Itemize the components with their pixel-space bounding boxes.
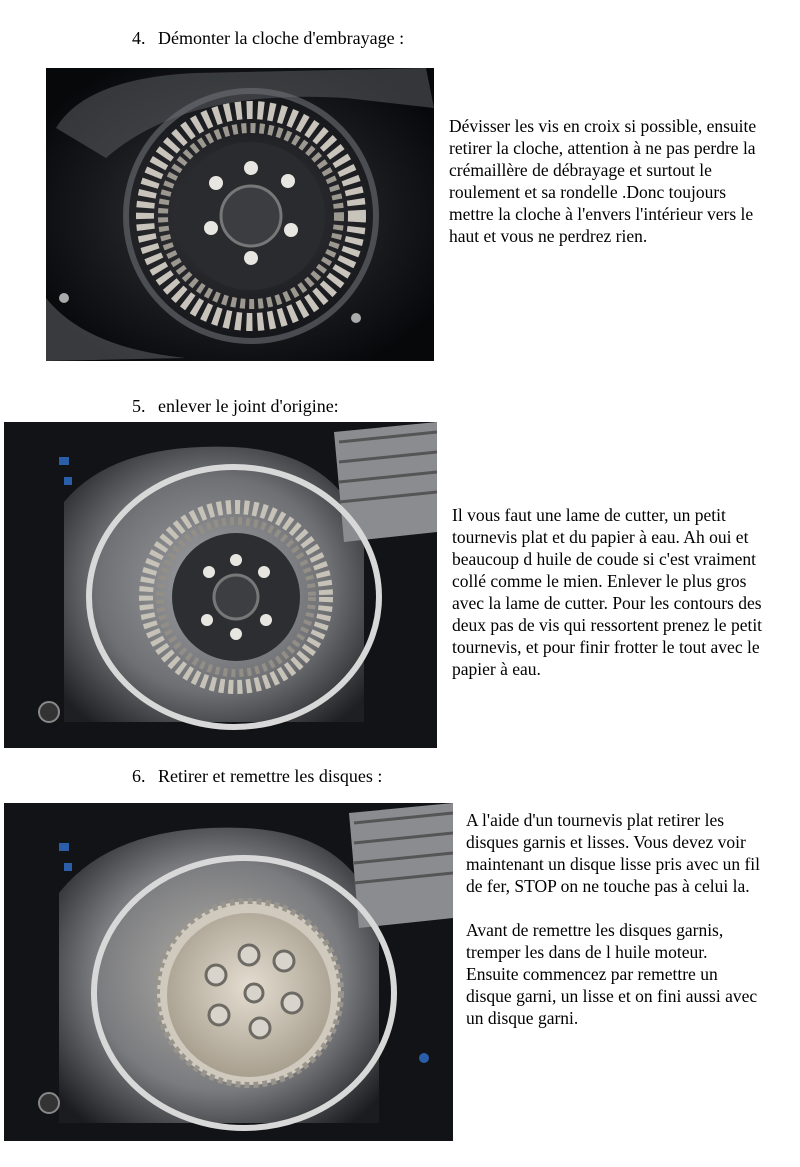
section-6-heading [132,765,382,787]
section-4-number: 4. [132,28,146,48]
section-5-number: 5. [132,396,146,416]
text-line: Dévisser les vis en croix si possible, ensuite [449,116,757,136]
text-line: Ensuite commencez par remettre un [466,964,718,984]
text-line: mettre la cloche à l'envers l'intérieur vers le [449,204,754,224]
section-6-text [466,809,760,1029]
text-line: retirer la cloche, attention à ne pas perdre la [449,138,756,158]
text-line: crémaillère de débrayage et surtout le [449,160,712,180]
text-line: avec la lame de cutter. Pour les contours des [452,593,762,613]
text-line: beaucoup d huile de coude si c'est vraiment [452,549,756,569]
text-line: collé comme le mien. Enlever le plus gros [452,571,747,591]
section-4-text [449,115,756,247]
clutch-cover-gasket-photo [4,422,437,748]
text-line: tournevis, et pour finir frotter le tout avec le [452,637,760,657]
section-5-title: enlever le joint d'origine: [158,396,339,416]
text-line: tournevis plat et du papier à eau. Ah oui et [452,527,749,547]
text-line [466,897,760,919]
text-line: disque garni, un lisse et on fini aussi avec [466,986,758,1006]
section-5-text [452,504,762,680]
text-line: Avant de remettre les disques garnis, [466,920,724,940]
text-line: tremper les dans de l huile moteur. [466,942,708,962]
text-line: A l'aide d'un tournevis plat retirer les [466,810,725,830]
text-line: haut et vous ne perdrez rien. [449,226,648,246]
section-6-number: 6. [132,766,146,786]
clutch-basket-photo [46,68,434,361]
text-line: maintenant un disque lisse pris avec un fil [466,854,761,874]
clutch-pressure-plate-photo [4,803,453,1141]
text-line: roulement et sa rondelle .Donc toujours [449,182,727,202]
text-line: Il vous faut une lame de cutter, un petit [452,505,726,525]
text-line: un disque garni. [466,1008,579,1028]
text-line: de fer, STOP on ne touche pas à celui la. [466,876,750,896]
text-line: disques garnis et lisses. Vous devez voir [466,832,746,852]
text-line: papier à eau. [452,659,541,679]
section-5-heading [132,395,339,417]
section-4-heading [132,27,404,49]
section-6-title: Retirer et remettre les disques : [158,766,383,786]
section-4-title: Démonter la cloche d'embrayage : [158,28,405,48]
text-line: deux pas de vis qui ressortent prenez le petit [452,615,763,635]
